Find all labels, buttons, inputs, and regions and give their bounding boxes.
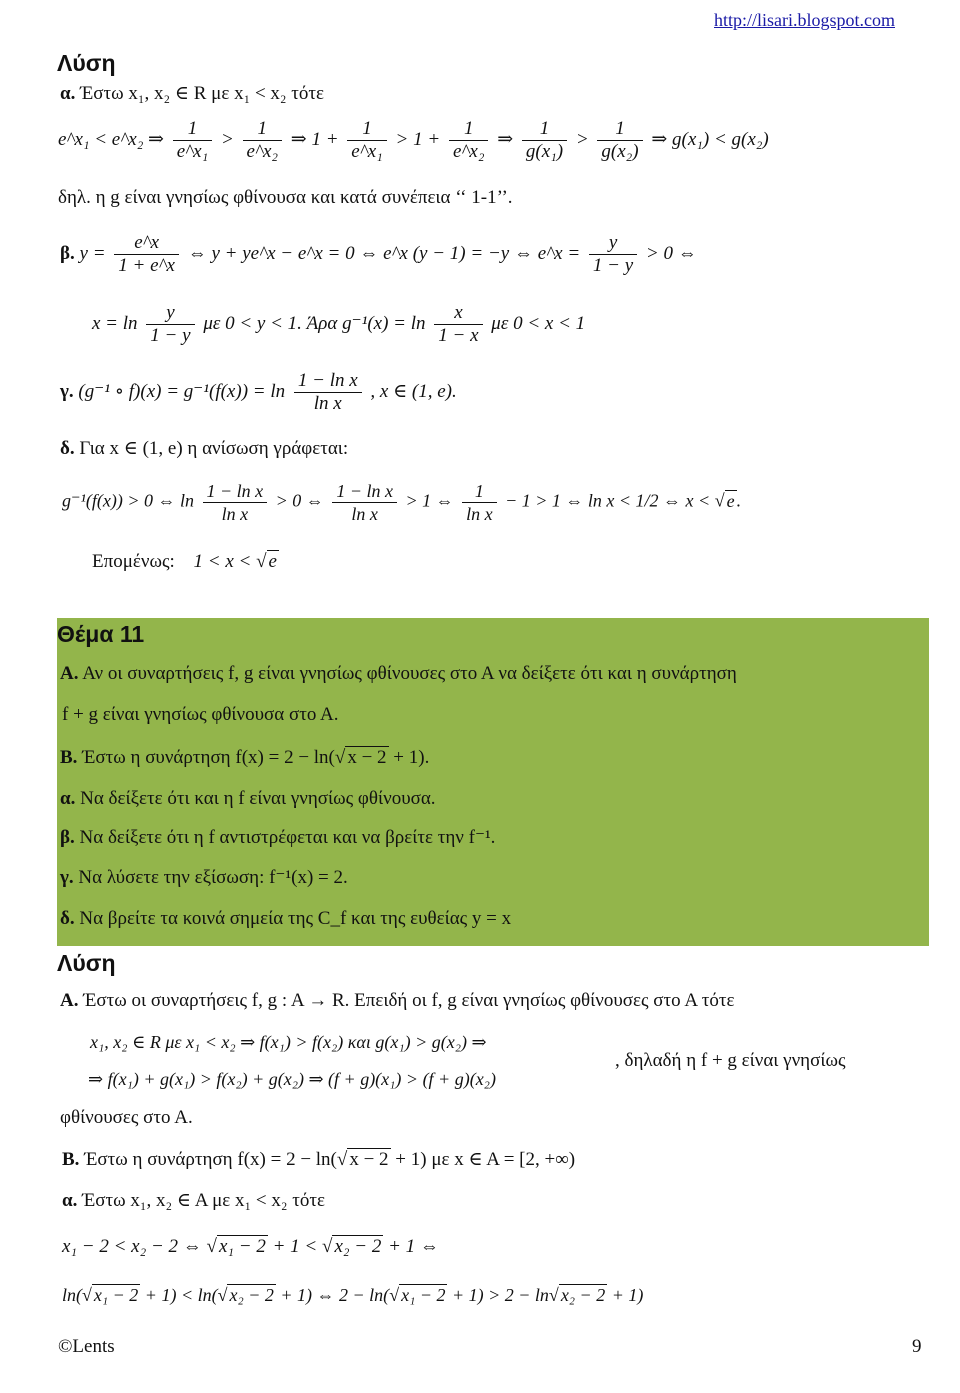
fraction: $\frac{1}{\text{e\textasciicircum{}x₁}}$	[347, 118, 387, 163]
blog-url-link[interactable]: http://lisari.blogspot.com	[714, 10, 895, 30]
sqrt-e: e	[268, 551, 277, 572]
sqrt-expr: x₁ − 2	[401, 1285, 446, 1305]
solution-heading-2: Λύση	[57, 950, 116, 976]
expr: με 0 < x < 1	[491, 312, 586, 334]
expr: g⁻¹(f(x)) > 0 ⇔ ln	[62, 490, 195, 511]
sol-A-end: φθίνουσες στο Α.	[60, 1107, 193, 1128]
theme-A-line1	[60, 663, 737, 685]
expr: ⇒ 1 +	[290, 128, 339, 150]
expr: ⇒	[497, 128, 514, 150]
sol-a-line1: x₁ − 2 < x₂ − 2 ⇔ √ x₁ − 2 + 1 < √ x₂ − 2 + 1 ⇔	[62, 1236, 439, 1257]
question-a	[60, 788, 436, 810]
part-d-result: Επομένως: 1 < x < √ e	[92, 551, 277, 572]
footer-author: ©Lents	[58, 1336, 115, 1357]
intro-text: Για x ∈ (1, e) η ανίσωση γράφεται:	[79, 438, 349, 459]
expr: x₁ − 2 < x₂ − 2 ⇔	[62, 1236, 202, 1257]
expr: + 1) < ln(	[144, 1285, 218, 1305]
question-c	[60, 866, 348, 889]
expr: ln(	[62, 1285, 82, 1305]
part-d-line1: g⁻¹(f(x)) > 0 ⇔ ln $\frac{\text{1 − ln x}}{\text{ln x}}$ > 0 ⇔ $\frac{\text{1 − ln x}}{\text{ln x}}$ > 1 ⇔ $\frac{1}{\text{ln x}}$ − 1 > 1 ⇔ ln x < 1/2 ⇔ x < √ e .	[62, 481, 742, 524]
expr: + 1)	[611, 1285, 644, 1305]
expr: > 0 ⇔	[645, 242, 697, 264]
expr: > 0 ⇔	[275, 490, 324, 511]
part-a-intro	[60, 82, 324, 105]
fraction: $\frac{\text{1 − ln x}}{\text{ln x}}$	[294, 370, 362, 415]
fraction: $\frac{y}{1 - y}$	[146, 302, 194, 347]
label-A: Α.	[60, 663, 79, 684]
label: α.	[60, 788, 76, 809]
expr: > 1 ⇔	[405, 490, 454, 511]
fraction: $\frac{1}{\text{e\textasciicircum{}x₁}}$	[173, 118, 213, 163]
expr: + 1) > 2 − ln	[451, 1285, 549, 1305]
question-b	[60, 826, 495, 849]
sol-A-line1: x₁, x₂ ∈ R με x₁ < x₂ ⇒ f(x₁) > f(x₂) και g(x₁) > g(x₂) ⇒	[90, 1032, 487, 1052]
sqrt-expr: x₁ − 2	[218, 1236, 266, 1257]
label: β.	[60, 827, 75, 848]
text: Έστω η συνάρτηση f(x) = 2 − ln(	[82, 747, 335, 768]
question-d	[60, 908, 511, 930]
label-B: Β.	[60, 747, 78, 768]
fraction: $\frac{\text{1 − ln x}}{\text{ln x}}$	[332, 480, 397, 525]
expr: y =	[79, 242, 106, 264]
label-B: Β.	[62, 1149, 80, 1170]
text: Να βρείτε τα κοινά σημεία της C_f και της ευθείας y = x	[79, 908, 512, 929]
sqrt-expr: x₂ − 2	[560, 1285, 606, 1305]
expr: .	[736, 490, 742, 511]
expr: > 1 +	[395, 128, 441, 150]
part-a-line1	[58, 118, 769, 163]
fraction: $\frac{1}{\text{g(x₂)}}$	[597, 118, 642, 163]
expr: ⇔ y + ye^x − e^x = 0 ⇔ e^x (y − 1) = −y ⇔ e^x =	[187, 242, 581, 264]
expr: >	[575, 128, 589, 150]
text: Έστω οι συναρτήσεις f, g : A → R. Επειδή οι f, g είναι γνησίως φθίνουσες στο Α τότε	[83, 990, 735, 1011]
sqrt-expr: x − 2	[349, 1149, 389, 1170]
intro-text: Έστω x₁, x₂ ∈ R με x₁ < x₂ τότε	[80, 83, 325, 104]
label-b: β.	[60, 242, 75, 264]
sol-a-intro	[62, 1189, 325, 1212]
label: γ.	[60, 867, 74, 888]
result-label: Επομένως:	[92, 551, 175, 572]
part-c-line	[60, 370, 457, 415]
expr: , x ∈ (1, e).	[370, 380, 457, 402]
expr: ⇒ g(x₁) < g(x₂)	[651, 128, 769, 150]
sol-A-line2: ⇒ f(x₁) + g(x₁) > f(x₂) + g(x₂) ⇒ (f + g)(x₁) > (f + g)(x₂)	[88, 1069, 496, 1089]
text: Να δείξετε ότι και η f είναι γνησίως φθίνουσα.	[80, 788, 436, 809]
fraction: $\frac{1}{\text{e\textasciicircum{}x₂}}$	[243, 118, 283, 163]
text: + 1).	[393, 747, 430, 768]
text: Έστω x₁, x₂ ∈ A με x₁ < x₂ τότε	[82, 1190, 325, 1211]
result-expr: 1 < x <	[193, 551, 252, 572]
label-d: δ.	[60, 438, 75, 459]
solution-heading: Λύση	[57, 50, 116, 76]
expr: e^x₁ < e^x₂ ⇒	[58, 128, 164, 150]
part-b-line1	[60, 232, 697, 277]
sqrt-expr: x₂ − 2	[229, 1285, 274, 1305]
expr: + 1) ⇔ 2 − ln(	[280, 1285, 390, 1305]
expr: + 1 <	[272, 1236, 318, 1257]
fraction: $\frac{\text{1 − ln x}}{\text{ln x}}$	[203, 480, 268, 525]
fraction: $\frac{1}{\text{e\textasciicircum{}x₂}}$	[449, 118, 489, 163]
fraction: $\frac{x}{1 - x}$	[434, 302, 482, 347]
sol-A-intro	[60, 990, 735, 1012]
part-b-line2	[92, 302, 585, 347]
text: Έστω η συνάρτηση f(x) = 2 − ln(	[84, 1149, 337, 1170]
expr: (g⁻¹ ∘ f)(x) = g⁻¹(f(x)) = ln	[78, 380, 286, 402]
label-c: γ.	[60, 380, 74, 402]
label: δ.	[60, 908, 75, 929]
theme-A-line2: f + g είναι γνησίως φθίνουσα στο Α.	[62, 704, 339, 725]
part-a-conclusion: δηλ. η g είναι γνησίως φθίνουσα και κατά συνέπεια ‘‘ 1-1’’.	[58, 187, 513, 208]
expr: >	[220, 128, 234, 150]
fraction: $\frac{e\^{}x}{1 + e\^{}x}$	[114, 232, 179, 277]
expr: με 0 < y < 1. Άρα g⁻¹(x) = ln	[203, 312, 426, 334]
text: + 1) με x ∈ A = [2, +∞)	[395, 1149, 576, 1170]
label-a: α.	[60, 83, 76, 104]
sol-A-side: , δηλαδή η f + g είναι γνησίως	[615, 1050, 846, 1071]
theme-B-line: Β. Έστω η συνάρτηση f(x) = 2 − ln(√ x − 2 + 1).	[60, 747, 430, 768]
fraction: $\frac{1}{\text{g(x₁)}}$	[522, 118, 567, 163]
expr: − 1 > 1 ⇔ ln x < 1/2 ⇔ x <	[505, 490, 711, 511]
sol-a-line2: ln(√ x₁ − 2 + 1) < ln(√ x₂ − 2 + 1) ⇔ 2 − ln(√ x₁ − 2 + 1) > 2 − ln√ x₂ − 2 + 1)	[62, 1285, 644, 1305]
sol-B-line: Β. Έστω η συνάρτηση f(x) = 2 − ln(√ x − 2 + 1) με x ∈ A = [2, +∞)	[62, 1149, 576, 1170]
fraction: $\frac{1}{\text{ln x}}$	[462, 480, 497, 525]
expr: x = ln	[92, 312, 138, 334]
sqrt-expr: x₁ − 2	[93, 1285, 139, 1305]
theme-title: Θέμα 11	[57, 621, 145, 647]
expr: + 1 ⇔	[388, 1236, 439, 1257]
sqrt-expr: x − 2	[347, 747, 387, 768]
label-a: α.	[62, 1190, 78, 1211]
text: Αν οι συναρτήσεις f, g είναι γνησίως φθίνουσες στο Α να δείξετε ότι και η συνάρτηση	[82, 663, 737, 684]
sqrt-expr: x₂ − 2	[334, 1236, 382, 1257]
part-d-intro	[60, 437, 348, 460]
sqrt-e: e	[726, 490, 735, 511]
fraction: $\frac{y}{1 - y}$	[589, 232, 637, 277]
page-number: 9	[912, 1336, 922, 1357]
label-A: Α.	[60, 990, 79, 1011]
text: Να δείξετε ότι η f αντιστρέφεται και να βρείτε την f⁻¹.	[79, 827, 496, 848]
text: Να λύσετε την εξίσωση: f⁻¹(x) = 2.	[78, 867, 348, 888]
